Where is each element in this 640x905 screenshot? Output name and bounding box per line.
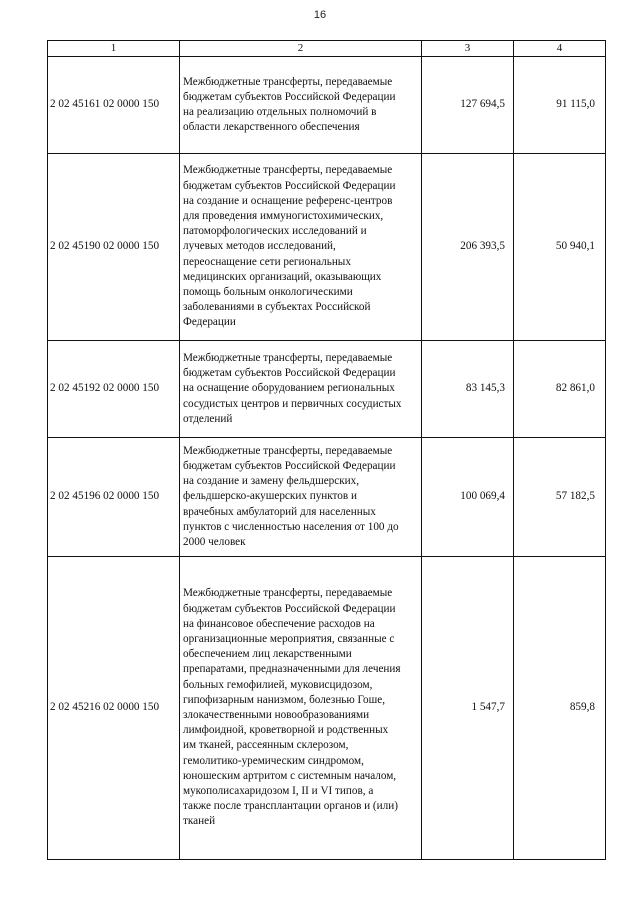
table-row [48, 438, 606, 557]
table-row [48, 57, 606, 154]
description-line: больных гемофилией, муковисцидозом, [183, 678, 373, 691]
description-cell [180, 154, 422, 341]
column-header-2: 2 [180, 41, 422, 57]
description-line: 2000 человек [183, 536, 246, 548]
description-line: врачебных амбулаторий для населенных [183, 505, 376, 518]
table-row [48, 341, 606, 438]
description-line: Межбюджетные трансферты, передаваемые [183, 164, 393, 177]
description-line: препаратами, предназначенными для лечения [183, 663, 401, 676]
description-line: тканей [183, 815, 216, 828]
amount-column-3: 83 145,3 [422, 341, 514, 438]
description-line: лимфоидной, кроветворной и родственных [183, 724, 389, 737]
description-line: гемолитико-уремическим синдромом, [183, 754, 364, 767]
description-line: бюджетам субъектов Российской Федерации [183, 367, 396, 380]
description-line: лучевых методов исследований, [183, 240, 336, 253]
description-line: фельдшерско-акушерских пунктов и [183, 490, 357, 503]
description-line: Межбюджетные трансферты, передаваемые [183, 351, 393, 364]
amount-column-3: 1 547,7 [422, 557, 514, 860]
description-line: заболеваниями в субъектах Российской [183, 301, 371, 314]
budget-code-cell: 2 02 45196 02 0000 150 [48, 438, 180, 557]
amount-column-4: 82 861,0 [514, 341, 606, 438]
description-line: им тканей, рассеянным склерозом, [183, 739, 349, 752]
table-header-row [48, 41, 606, 57]
budget-code-cell: 2 02 45216 02 0000 150 [48, 557, 180, 860]
description-line: на создание и замену фельдшерских, [183, 475, 360, 488]
table-row [48, 154, 606, 341]
budget-table [47, 40, 606, 860]
description-line: помощь больным онкологическими [183, 286, 353, 298]
description-cell [180, 341, 422, 438]
description-line: юношеским артритом с системным началом, [183, 769, 397, 782]
amount-column-4: 91 115,0 [514, 57, 606, 154]
column-header-3: 3 [422, 41, 514, 57]
description-line: бюджетам субъектов Российской Федерации [183, 602, 396, 615]
description-line: также после трансплантации органов и (или) [183, 800, 398, 813]
amount-column-3: 127 694,5 [422, 57, 514, 154]
description-line: сосудистых центров и первичных сосудистых [183, 397, 402, 410]
description-line: отделений [183, 412, 233, 425]
description-line: на оснащение оборудованием региональных [183, 382, 395, 395]
column-header-4: 4 [514, 41, 606, 57]
description-line: Межбюджетные трансферты, передаваемые [183, 75, 393, 88]
description-line: медицинских организаций, оказывающих [183, 270, 382, 283]
description-cell [180, 438, 422, 557]
column-header-1: 1 [48, 41, 180, 57]
description-line: бюджетам субъектов Российской Федерации [183, 179, 396, 192]
description-line: бюджетам субъектов Российской Федерации [183, 459, 396, 472]
description-line: на реализацию отдельных полномочий в [183, 106, 377, 118]
amount-column-4: 57 182,5 [514, 438, 606, 557]
amount-column-4: 859,8 [514, 557, 606, 860]
page-number: 16 [313, 9, 327, 21]
description-line: бюджетам субъектов Российской Федерации [183, 90, 396, 103]
description-line: организационные мероприятия, связанные с [183, 632, 395, 645]
description-line: на финансовое обеспечение расходов на [183, 617, 375, 630]
amount-column-4: 50 940,1 [514, 154, 606, 341]
description-line: Межбюджетные трансферты, передаваемые [183, 587, 393, 600]
description-line: для проведения иммуногистохимических, [183, 209, 384, 222]
description-line: Межбюджетные трансферты, передаваемые [183, 444, 393, 457]
description-line: патоморфологических исследований и [183, 225, 367, 238]
description-line: области лекарственного обеспечения [183, 121, 360, 134]
description-line: злокачественными новообразованиями [183, 709, 370, 721]
description-line: мукополисахаридозом I, II и VI типов, а [183, 785, 374, 798]
table-row [48, 557, 606, 860]
description-line: на создание и оснащение референс-центров [183, 194, 393, 207]
description-line: пунктов с численностью населения от 100 до [183, 520, 399, 533]
budget-code-cell: 2 02 45161 02 0000 150 [48, 57, 180, 154]
description-line: Федерации [183, 316, 236, 329]
description-line: переоснащение сети региональных [183, 255, 351, 268]
description-cell [180, 57, 422, 154]
description-cell [180, 557, 422, 860]
budget-code-cell: 2 02 45192 02 0000 150 [48, 341, 180, 438]
budget-code-cell: 2 02 45190 02 0000 150 [48, 154, 180, 341]
description-line: гипофизарным нанизмом, болезнью Гоше, [183, 693, 386, 706]
description-line: обеспечением лиц лекарственными [183, 648, 352, 661]
amount-column-3: 206 393,5 [422, 154, 514, 341]
amount-column-3: 100 069,4 [422, 438, 514, 557]
